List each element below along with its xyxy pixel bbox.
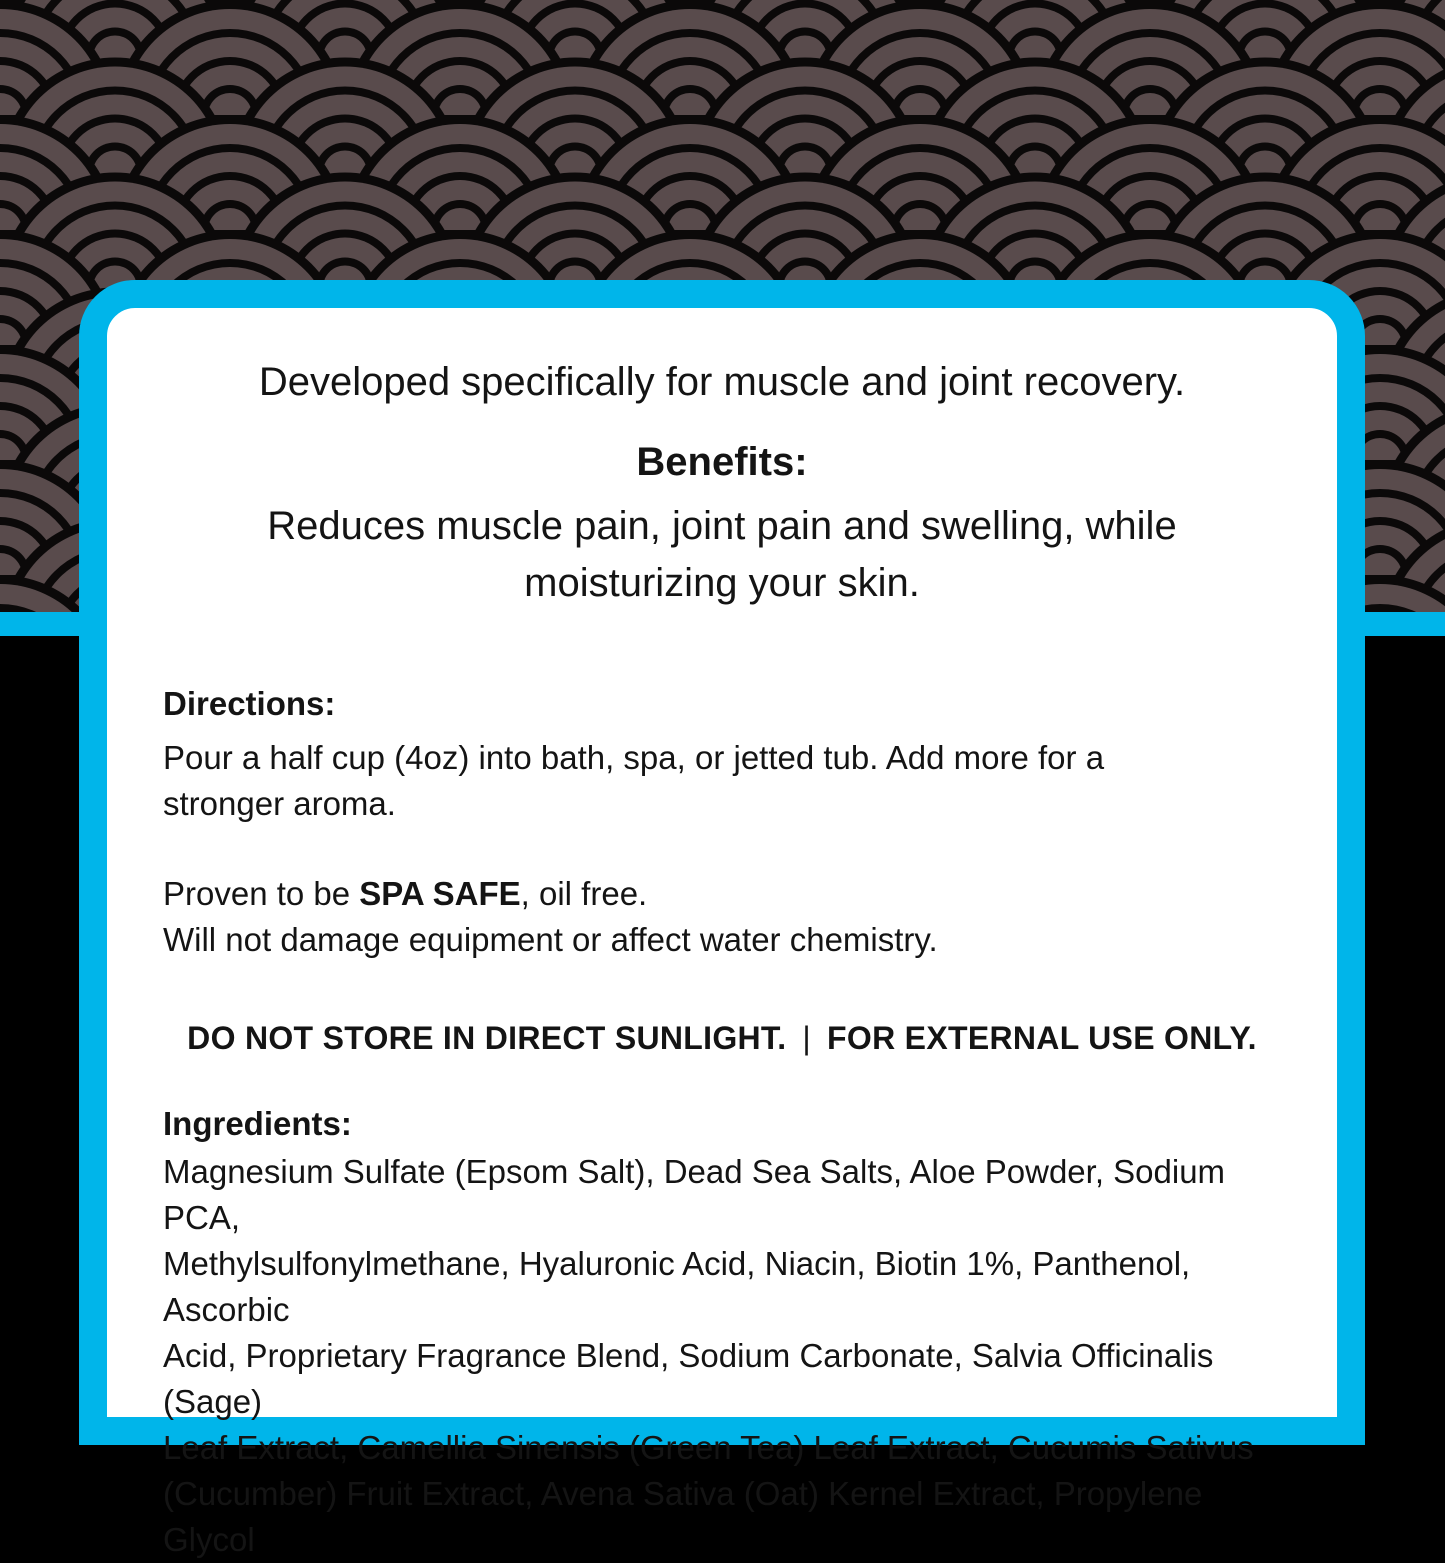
ingredients-heading: Ingredients: <box>163 1105 352 1142</box>
directions-line-2: stronger aroma. <box>163 785 396 822</box>
ingredients-line-3: Acid, Proprietary Fragrance Blend, Sodium Carbonate, Salvia Officinalis (Sage) <box>163 1337 1214 1420</box>
ingredients-line-2: Methylsulfonylmethane, Hyaluronic Acid, Niacin, Biotin 1%, Panthenol, Ascorbic <box>163 1245 1191 1328</box>
info-card-content <box>107 308 1337 1563</box>
caution-line <box>163 1015 1281 1061</box>
ingredients-line-5: (Cucumber) Fruit Extract, Avena Sativa (Oat) Kernel Extract, Propylene Glycol <box>163 1475 1203 1558</box>
caution-storage-text: DO NOT STORE IN DIRECT SUNLIGHT. <box>187 1020 787 1056</box>
spa-safe-line-2: Will not damage equipment or affect water chemistry. <box>163 921 938 958</box>
benefits-line-1: Reduces muscle pain, joint pain and swelling, while <box>267 504 1177 548</box>
benefits-line-2: moisturizing your skin. <box>524 561 920 605</box>
benefits-heading: Benefits: <box>636 440 808 484</box>
directions-body <box>163 735 1281 827</box>
caution-external-text: FOR EXTERNAL USE ONLY. <box>827 1020 1257 1056</box>
spa-safe-suffix: , oil free. <box>520 875 648 912</box>
directions-line-1: Pour a half cup (4oz) into bath, spa, or jetted tub. Add more for a <box>163 739 1105 776</box>
spa-safe-bold: SPA SAFE <box>359 875 521 912</box>
info-card <box>79 280 1365 1558</box>
spa-safe-prefix: Proven to be <box>163 875 360 912</box>
intro-text: Developed specifically for muscle and joint recovery. <box>258 360 1186 404</box>
caution-divider: | <box>802 1020 812 1056</box>
ingredients-line-1: Magnesium Sulfate (Epsom Salt), Dead Sea Salts, Aloe Powder, Sodium PCA, <box>163 1153 1226 1236</box>
spa-safe-line-1 <box>163 871 1281 917</box>
ingredients-body <box>163 1149 1281 1563</box>
ingredients-line-4: Leaf Extract, Camellia Sinensis (Green Tea) Leaf Extract, Cucumis Sativus <box>163 1429 1254 1466</box>
benefits-body <box>163 498 1281 612</box>
spa-safe-note <box>163 871 1281 963</box>
directions-heading: Directions: <box>163 685 336 722</box>
